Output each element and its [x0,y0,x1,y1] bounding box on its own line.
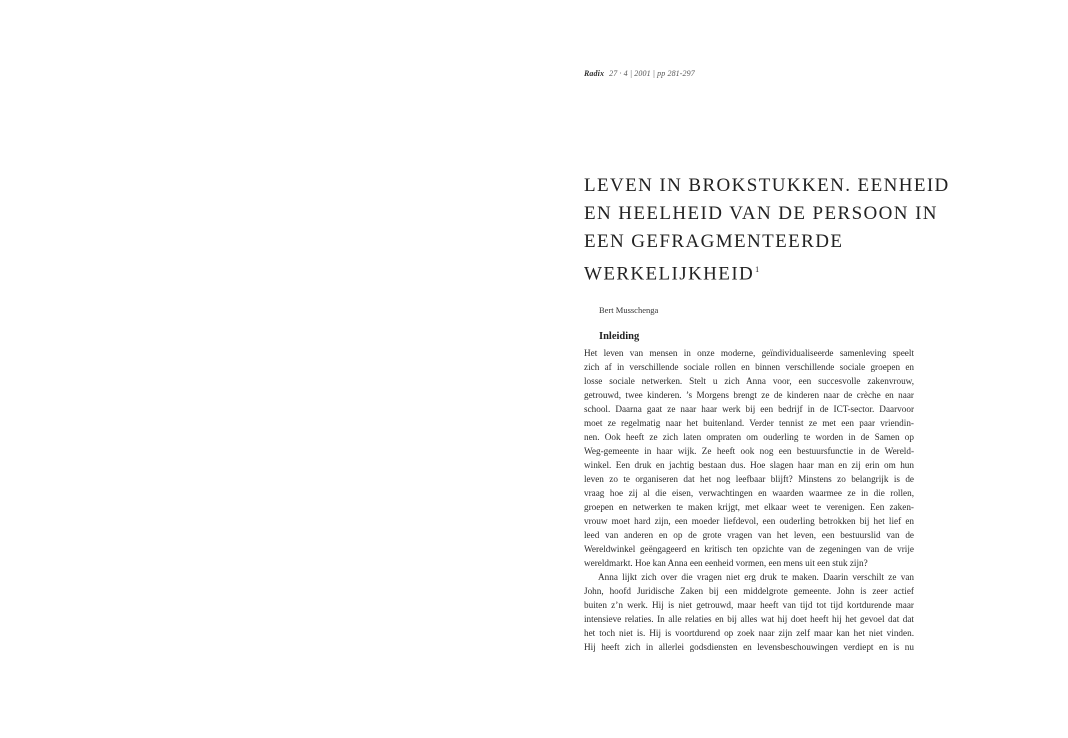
text-line: leven zo te organiseren dat het nog leefbaar blijft? Minstens zo belangrijk is de [584,474,914,484]
text-line: intensieve relaties. In alle relaties en bij alles wat hij doet heeft hij het gevoel dat dat [584,614,914,624]
text-line: vraag hoe zij al die eisen, verwachtingen en waarden waarmee ze in die rollen, [584,488,914,498]
author-name: Bert Musschenga [599,305,659,315]
article-title [584,172,950,288]
section-heading: Inleiding [599,331,640,342]
text-line: moet ze regelmatig naar het buitenland. Verder tennist ze met een paar vriendin- [584,418,914,428]
text-line: wereldmarkt. Hoe kan Anna een eenheid vormen, een mens uit een stuk zijn? [584,558,868,568]
text-line: John, hoofd Juridische Zaken bij een middelgrote gemeente. John is zeer actief [584,586,914,596]
title-line: EN HEELHEID VAN DE PERSOON IN [584,203,938,224]
title-line-last [584,256,924,288]
text-line: winkel. Een druk en jachtig bestaan dus. Hoe slagen haar man en zij erin om hun [584,460,914,470]
text-line: losse sociale netwerken. Stelt u zich Anna voor, een succesvolle zakenvrouw, [584,376,914,386]
issue-info: 27 · 4 | 2001 | pp 281-297 [609,69,695,78]
text-line: Wereldwinkel geëngageerd en kritisch ten opzichte van de zegeningen van de vrije [584,544,914,554]
text-line: Anna lijkt zich over die vragen niet erg druk te maken. Daarin verschilt ze van [598,572,914,582]
body-text [584,346,914,654]
text-line: getrouwd, twee kinderen. ’s Morgens brengt ze de kinderen naar de crèche en naar [584,390,914,400]
text-line: Hij heeft zich in allerlei godsdiensten en levensbeschouwingen verdiept en is nu [584,642,914,652]
text-line: groepen en netwerken te maken krijgt, met elkaar weet te verenigen. Een zaken- [584,502,914,512]
text-line: zich af in verschillende sociale rollen en binnen verschillende sociale groepen en [584,362,914,372]
paragraph-1 [584,346,914,570]
text-line: leed van anderen en op de grote vragen van het leven, een bestuurslid van de [584,530,914,540]
text-line: school. Daarna gaat ze naar haar werk bij een bedrijf in de ICT-sector. Daarvoor [584,404,914,414]
title-line: LEVEN IN BROKSTUKKEN. EENHEID [584,175,950,196]
title-line-text: WERKELIJKHEID [584,263,755,285]
paragraph-2 [584,570,914,654]
text-line: Weg-gemeente in haar wijk. Ze heeft ook nog een bestuursfunctie in de Wereld- [584,446,914,456]
text-line: vrouw moet hard zijn, een moeder liefdevol, een ouderling betrokken bij het lief en [584,516,914,526]
footnote-marker[interactable]: 1 [755,265,760,274]
journal-name: Radix [584,69,605,78]
title-line: EEN GEFRAGMENTEERDE [584,231,844,252]
text-line: het toch niet is. Hij is voortdurend op zoek naar zijn zelf maar kan het niet vinden. [584,628,914,638]
text-line: Het leven van mensen in onze moderne, geïndividualiseerde samenleving speelt [584,348,914,358]
running-head [584,69,695,78]
text-line: nen. Ook heeft ze zich laten ompraten om ouderling te worden in de Samen op [584,432,914,442]
text-line: buiten z’n werk. Hij is niet getrouwd, maar heeft van tijd tot tijd kortdurende maar [584,600,914,610]
